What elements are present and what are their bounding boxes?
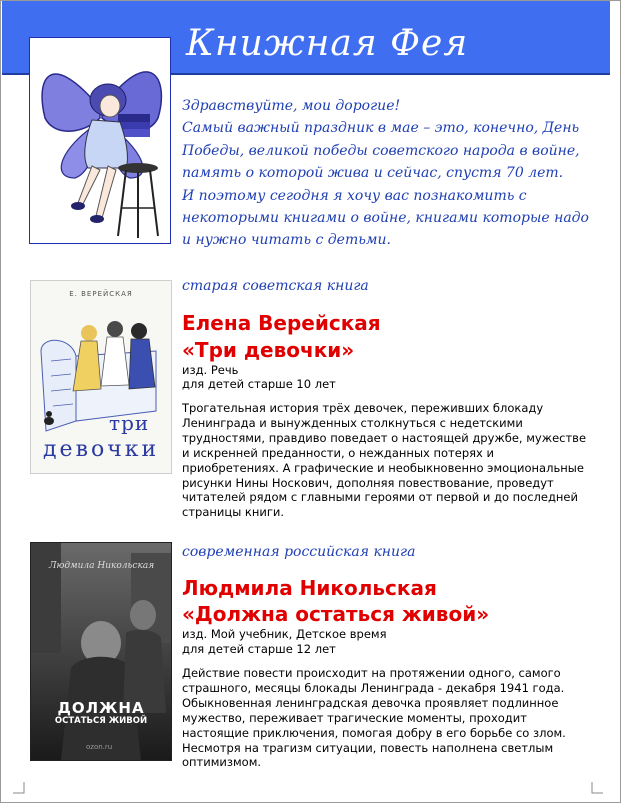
- greeting-text: [182, 95, 597, 252]
- book-description: Трогательная история трёх девочек, переживших блокаду Ленинграда и вынужденных столкнуться с недетскими трудностями, правдиво поведает о настоящей дружбе, мужестве и искренней преданности, о нежданных потерях и приобретениях. А графические и необыкновенно эмоциональные рисунки Нины Носкович, дополняя повествование, проведут читателей рядом с главными героями от первой и до последней страницы книги.: [182, 401, 587, 520]
- page-title: Книжная Фея: [186, 23, 469, 64]
- greeting-line-3: И поэтому сегодня я хочу вас познакомить с некоторыми книгами о войне, книгами которые надо и нужно читать с детьми.: [182, 187, 589, 249]
- book-author: Елена Верейская: [182, 311, 381, 335]
- book-author: Людмила Никольская: [182, 576, 437, 600]
- cover-title-line-1: три: [109, 411, 150, 435]
- book-cover-tri-devochki: [30, 280, 172, 474]
- book-cover-dolzhna-ostatsya-zhivoy: [30, 542, 172, 761]
- cover-title-line-1: ДОЛЖНА: [57, 699, 145, 717]
- cover-title-line-2: девочки: [43, 437, 160, 462]
- cover-photo: [31, 543, 171, 760]
- book-publisher: изд. Мой учебник, Детское время: [182, 627, 387, 641]
- fairy-drawing: [30, 38, 170, 243]
- book-kind: старая советская книга: [182, 278, 369, 294]
- cover-title-line-2: ОСТАТЬСЯ ЖИВОЙ: [54, 716, 148, 726]
- corner-mark-bottom-left: [13, 782, 25, 794]
- greeting-line-1: Здравствуйте, мои дорогие!: [182, 98, 401, 114]
- book-kind: современная российская книга: [182, 544, 416, 560]
- book-title: «Должна остаться живой»: [182, 602, 490, 626]
- book-age: для детей старше 10 лет: [182, 377, 336, 391]
- book-title: «Три девочки»: [182, 338, 355, 362]
- book-age: для детей старше 12 лет: [182, 642, 336, 656]
- greeting-line-2: Самый важный праздник в мае – это, конечно, День Победы, великой победы советского народа в войне, память о которой жива и сейчас, спустя 70 лет.: [182, 120, 580, 182]
- cover-watermark: ozon.ru: [86, 743, 113, 751]
- cover-author: Е. ВЕРЕЙСКАЯ: [69, 290, 133, 298]
- fairy-illustration: [29, 37, 171, 244]
- corner-mark-bottom-right: [591, 782, 603, 794]
- cover-author: Людмила Никольская: [49, 561, 155, 571]
- book-description: Действие повести происходит на протяжении одного, самого страшного, месяцы блокады Ленинграда - декабря 1941 года. Обыкновенная ленинградская девочка проявляет подлинное мужество, переживает трагические моменты, проходит настоящие приключения, помогая добру в его борьбе со злом. Несмотря на трагизм ситуации, повесть наполнена светлым оптимизмом.: [182, 666, 566, 770]
- book-publisher: изд. Речь: [182, 363, 239, 377]
